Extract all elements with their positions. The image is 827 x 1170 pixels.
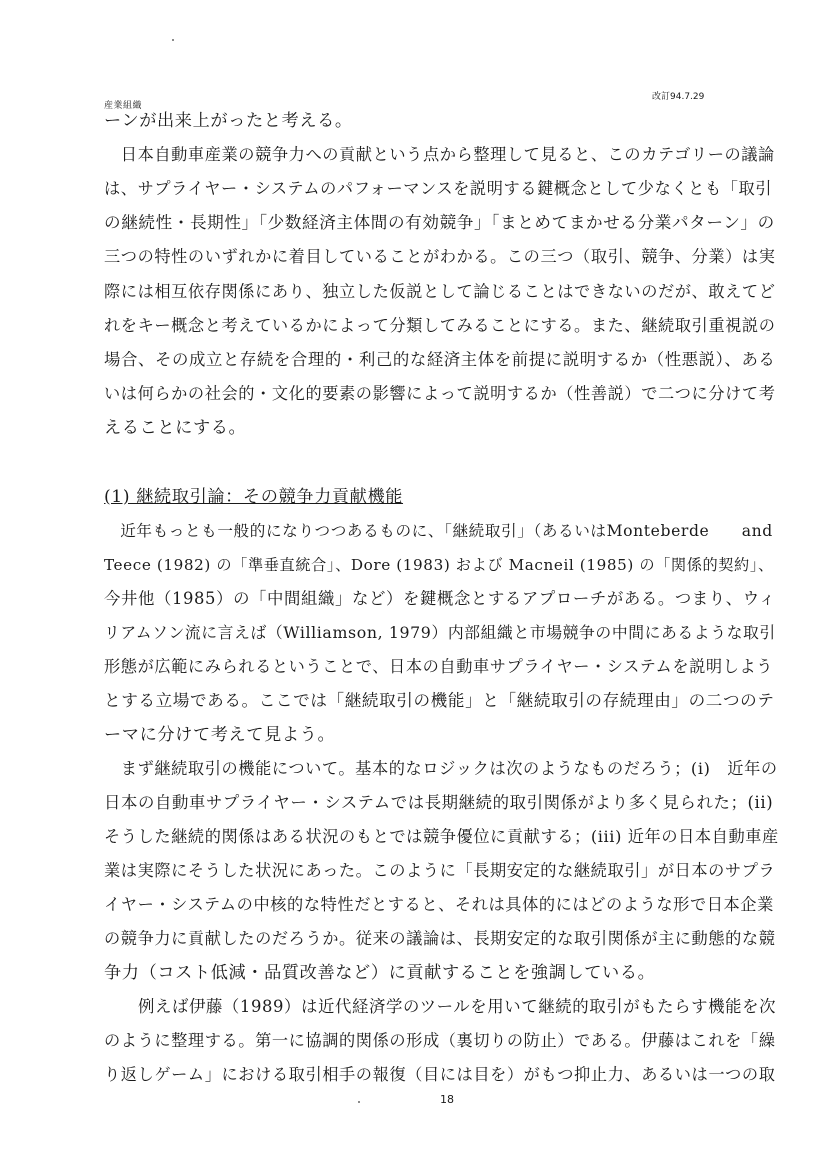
body-line: のように整理する。第一に協調的関係の形成（裏切りの防止）である。伊藤はこれを「繰 [104, 1031, 776, 1050]
body-line: とする立場である。ここでは「継続取引の機能」と「継続取引の存続理由」の二つのテ [104, 691, 775, 710]
body-line: り返しゲーム」における取引相手の報復（目には目を）がもつ抑止力、あるいは一つの取 [104, 1065, 776, 1084]
body-line: 争力（コスト低減・品質改善など）に貢献することを強調している。 [104, 963, 656, 983]
body-line: いは何らかの社会的・文化的要素の影響によって説明するか（性善説）で二つに分けて考 [104, 384, 776, 403]
body-line: ーマに分けて考えて見よう。 [104, 725, 336, 745]
page-number: 18 [440, 1093, 454, 1106]
body-line: ーンが出来上がったと考える。 [104, 111, 353, 131]
body-line: の継続性・長期性」「少数経済主体間の有効競争」「まとめてまかせる分業パターン」の [104, 213, 775, 232]
body-line: そうした継続的関係はある状況のもとでは競争優位に貢献する；(iii) 近年の日本自動車産 [104, 827, 779, 846]
body-line: 近年もっとも一般的になりつつあるものに、「継続取引」（あるいはMonteberde and [104, 522, 773, 540]
body-line: 場合、その成立と存続を合理的・利己的な経済主体を前提に説明するか（性悪説）、ある [104, 350, 776, 369]
body-line: リアムソン流に言えば（Williamson, 1979）内部組織と市場競争の中間にあるような取引 [104, 623, 776, 642]
body-line: Teece (1982) の「準垂直統合」、Dore (1983) および Macneil (1985) の「関係的契約」、 [104, 556, 774, 574]
body-line: 業は実際にそうした状況にあった。このように「長期安定的な継続取引」が日本のサプラ [104, 861, 776, 880]
body-line: 日本の自動車サプライヤー・システムでは長期継続的取引関係がより多く見られた；(ii) [104, 793, 774, 812]
body-line: イヤー・システムの中核的な特性だとすると、それは具体的にはどのような形で日本企業 [104, 895, 774, 914]
scan-speck [358, 1101, 360, 1103]
body-line: は、サプライヤー・システムのパフォーマンスを説明する鍵概念として少なくとも「取引 [104, 179, 773, 198]
body-line: 今井他（1985）の「中間組織」など）を鍵概念とするアプローチがある。つまり、ウィ [104, 589, 776, 608]
body-line: 三つの特性のいずれかに着目していることがわかる。この三つ（取引、競争、分業）は実 [104, 247, 776, 266]
body-line: れをキー概念と考えているかによって分類してみることにする。また、継続取引重視説の [104, 316, 776, 335]
running-header-left: 産業組織 [104, 101, 143, 111]
body-line: 際には相互依存関係にあり、独立した仮説として論じることはできないのだが、敢えてど [104, 282, 776, 301]
body-line: 日本自動車産業の競争力への貢献という点から整理して見ると、このカテゴリーの議論 [104, 145, 775, 164]
body-line: えることにする。 [104, 418, 247, 438]
body-line: 例えば伊藤（1989）は近代経済学のツールを用いて継続的取引がもたらす機能を次 [104, 997, 777, 1016]
scan-speck [172, 39, 174, 41]
body-line: の競争力に貢献したのだろうか。従来の議論は、長期安定的な取引関係が主に動態的な競 [104, 929, 776, 948]
body-line: 形態が広範にみられるということで、日本の自動車サプライヤー・システムを説明しよう [104, 657, 774, 676]
section-heading: (1) 継続取引論：その競争力貢献機能 [104, 487, 404, 507]
body-line: まず継続取引の機能について。基本的なロジックは次のようなものだろう；(i) 近年の [104, 759, 778, 778]
revision-date: 改訂94.7.29 [652, 92, 705, 102]
